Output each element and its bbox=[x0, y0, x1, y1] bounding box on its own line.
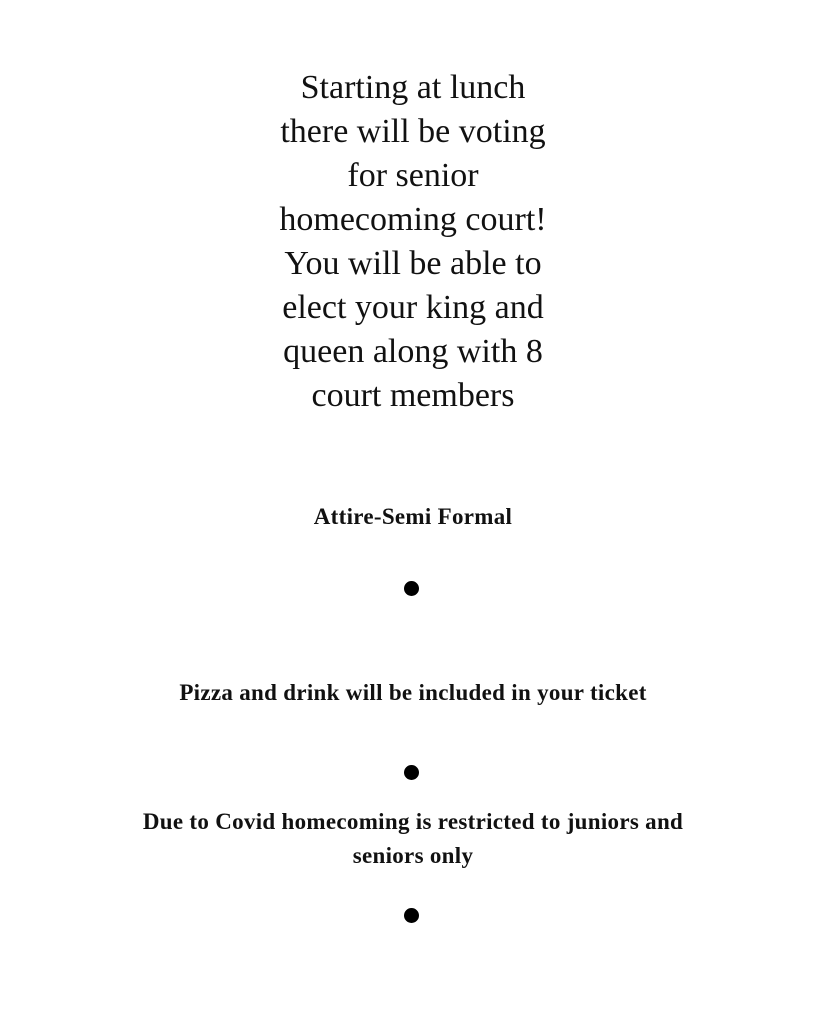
bullet-dot bbox=[404, 765, 419, 780]
bullet-dot bbox=[404, 581, 419, 596]
intro-line: court members bbox=[311, 377, 515, 414]
intro-line: elect your king and bbox=[282, 289, 544, 326]
intro-line: queen along with 8 bbox=[283, 333, 543, 370]
attire-text: Attire-Semi Formal bbox=[313, 504, 513, 529]
intro-line: for senior bbox=[347, 157, 479, 194]
intro-paragraph bbox=[0, 66, 826, 418]
intro-line: homecoming court! bbox=[279, 201, 547, 238]
intro-line: Starting at lunch bbox=[300, 69, 526, 106]
food-text: Pizza and drink will be included in your ticket bbox=[179, 680, 647, 705]
covid-text-line-1: Due to Covid homecoming is restricted to juniors and bbox=[142, 809, 684, 834]
intro-line: You will be able to bbox=[284, 245, 542, 282]
bullet-dot bbox=[404, 908, 419, 923]
covid-text-line-2: seniors only bbox=[352, 843, 474, 868]
intro-line: there will be voting bbox=[280, 113, 546, 150]
